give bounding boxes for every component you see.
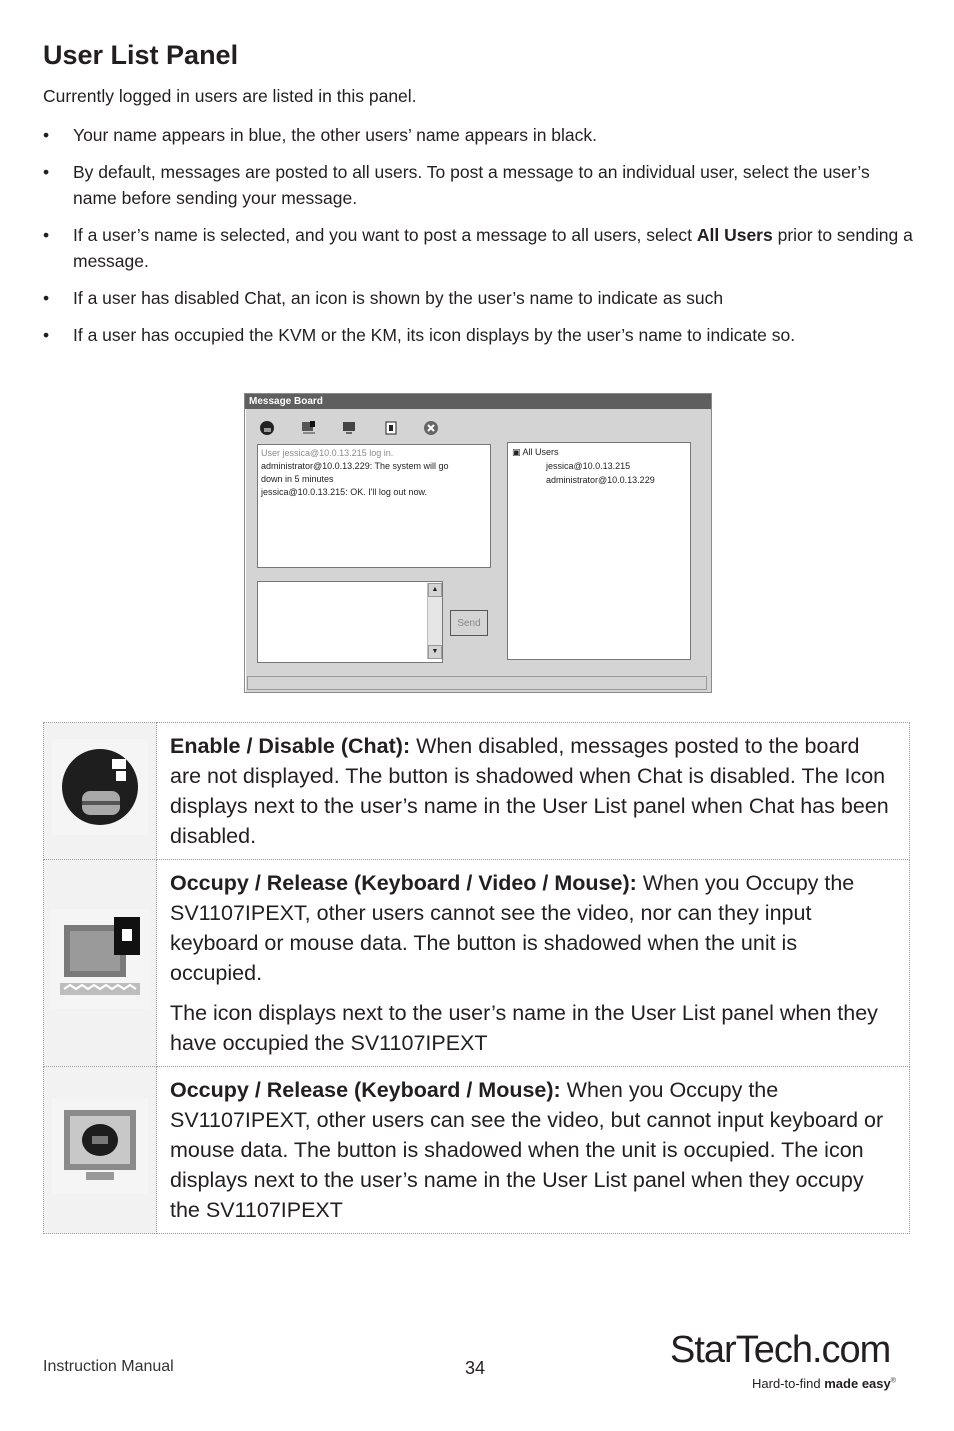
list-item: • If a user has occupied the KVM or the KM, its icon displays by the user’s name to indicate so.	[43, 322, 913, 348]
send-button[interactable]: Send	[450, 610, 488, 636]
bullet-list	[43, 122, 913, 359]
message-line: administrator@10.0.13.229: The system will go	[261, 461, 449, 471]
intro-text: Currently logged in users are listed in this panel.	[43, 86, 417, 106]
close-icon[interactable]	[423, 420, 439, 436]
message-line: User jessica@10.0.13.215 log in.	[261, 448, 394, 458]
row-heading: Occupy / Release (Keyboard / Video / Mouse):	[170, 871, 637, 895]
window-title: Message Board	[245, 394, 711, 409]
list-item: • If a user has disabled Chat, an icon is shown by the user’s name to indicate as such	[43, 285, 913, 311]
list-item: • By default, messages are posted to all users. To post a message to an individual user, select the user’s name before sending your message.	[43, 159, 913, 211]
chat-disable-icon	[52, 739, 148, 835]
list-item: • If a user’s name is selected, and you want to post a message to all users, select All Users prior to sending a message.	[43, 222, 913, 274]
message-board-screenshot	[244, 393, 712, 693]
logo-tagline: Hard-to-find made easy®	[752, 1376, 896, 1391]
settings-toolbar-icon[interactable]	[383, 420, 399, 436]
footer-manual-label: Instruction Manual	[43, 1358, 174, 1375]
chat-toggle-icon[interactable]	[259, 420, 275, 436]
occupy-km-icon	[52, 1098, 148, 1194]
table-row	[44, 723, 910, 860]
list-item: • Your name appears in blue, the other users’ name appears in black.	[43, 122, 913, 148]
page-number: 34	[465, 1358, 486, 1378]
message-line: down in 5 minutes	[261, 474, 334, 484]
message-log	[257, 444, 491, 568]
row-description: When disabled, messages posted to the board are not displayed. The button is shadowed when Chat is disabled. The Icon displays next to the user’s name in the User List panel when Chat has been disabled.	[170, 734, 889, 848]
bullet-icon: •	[43, 162, 50, 182]
bullet-icon: •	[43, 325, 50, 345]
table-row	[44, 1067, 910, 1234]
row-note: The icon displays next to the user’s name in the User List panel when they have occupied the SV1107IPEXT	[170, 1001, 878, 1055]
user-list-panel	[507, 442, 691, 660]
startech-logo	[670, 1328, 920, 1398]
user-list-item-all[interactable]: ▣ All Users	[512, 447, 559, 457]
row-heading: Occupy / Release (Keyboard / Mouse):	[170, 1078, 561, 1102]
bullet-icon: •	[43, 125, 50, 145]
row-description: When you Occupy the SV1107IPEXT, other users can see the video, but cannot input keyboard or mouse data. The button is shadowed when the unit is occupied. The icon displays next to the user’s name in the User List panel when they occupy the SV1107IPEXT	[170, 1078, 884, 1222]
row-heading: Enable / Disable (Chat):	[170, 734, 411, 758]
logo-wordmark: StarTech.com	[670, 1329, 891, 1371]
row-description: When you Occupy the SV1107IPEXT, other users cannot see the video, nor can they input keyboard or mouse data. The button is shadowed when the unit is occupied.	[170, 871, 855, 985]
message-line: jessica@10.0.13.215: OK. I'll log out now.	[261, 487, 427, 497]
scroll-up-icon[interactable]: ▲	[428, 583, 442, 597]
bullet-icon: •	[43, 225, 50, 245]
message-input[interactable]	[257, 581, 443, 663]
user-list-item[interactable]: jessica@10.0.13.215	[546, 461, 631, 471]
table-row	[44, 860, 910, 1067]
scroll-down-icon[interactable]: ▼	[428, 645, 442, 659]
scrollbar[interactable]	[427, 583, 442, 659]
occupy-km-toolbar-icon[interactable]	[341, 420, 357, 436]
bullet-icon: •	[43, 288, 50, 308]
user-list-item[interactable]: administrator@10.0.13.229	[546, 475, 655, 485]
occupy-kvm-icon	[50, 909, 150, 1009]
page-title: User List Panel	[43, 40, 239, 70]
occupy-kvm-toolbar-icon[interactable]	[301, 420, 317, 436]
status-bar	[247, 676, 707, 690]
icon-description-table	[43, 722, 910, 1234]
users-icon: ▣	[512, 447, 521, 457]
